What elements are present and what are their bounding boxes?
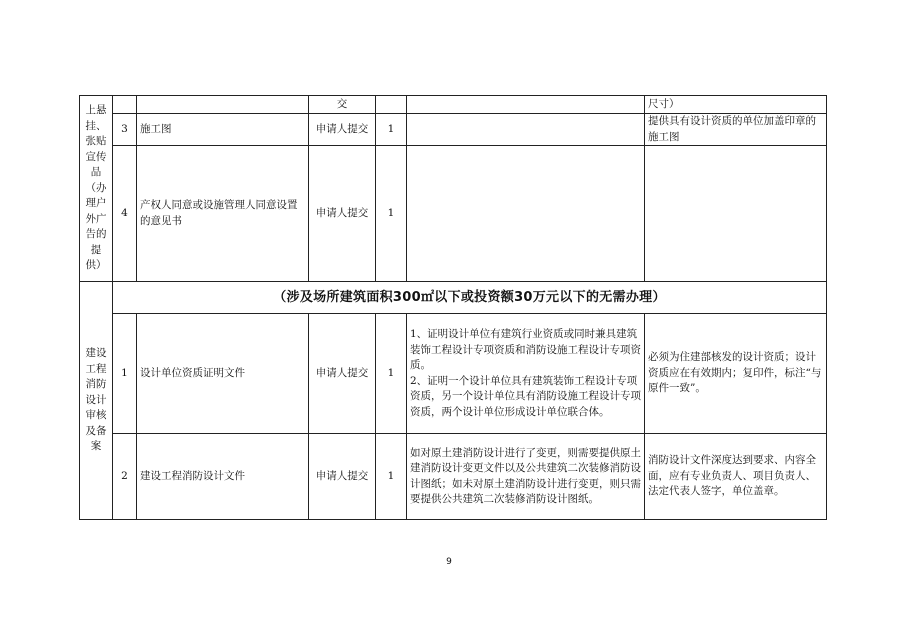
material-name: 产权人同意或设施管理人同意设置的意见书 bbox=[137, 146, 309, 282]
copy-count: 1 bbox=[376, 314, 407, 434]
page-number: 9 bbox=[446, 557, 452, 567]
row-number: 1 bbox=[113, 314, 137, 434]
category-cell: 上悬挂、张贴宣传品（办理户外广告的提供） bbox=[80, 96, 113, 282]
material-source: 申请人提交 bbox=[309, 146, 376, 282]
row-number: 4 bbox=[113, 146, 137, 282]
table-row bbox=[80, 314, 827, 434]
table-row bbox=[80, 434, 827, 520]
requirement-cell: 1、证明设计单位有建筑行业资质或同时兼具建筑装饰工程设计专项资质和消防设施工程设计专项资质。 2、证明一个设计单位具有建筑装饰工程设计专项资质，另一个设计单位具有消防设施工程设计专项资质，两个设计单位形成设计单位联合体。 bbox=[407, 314, 645, 434]
copy-count bbox=[376, 96, 407, 114]
category-cell: 建设工程消防设计审核及备案 bbox=[80, 282, 113, 520]
copy-count: 1 bbox=[376, 146, 407, 282]
materials-table bbox=[79, 95, 827, 520]
notes-cell: 尺寸） bbox=[645, 96, 827, 114]
table-row bbox=[80, 146, 827, 282]
requirement-cell bbox=[407, 114, 645, 146]
requirement-cell bbox=[407, 96, 645, 114]
row-number: 3 bbox=[113, 114, 137, 146]
notes-cell bbox=[645, 146, 827, 282]
copy-count: 1 bbox=[376, 114, 407, 146]
material-name: 设计单位资质证明文件 bbox=[137, 314, 309, 434]
row-number bbox=[113, 96, 137, 114]
table-row bbox=[80, 282, 827, 314]
material-source: 申请人提交 bbox=[309, 434, 376, 520]
notes-cell: 消防设计文件深度达到要求、内容全面，应有专业负责人、项目负责人、法定代表人签字，单位盖章。 bbox=[645, 434, 827, 520]
material-source: 申请人提交 bbox=[309, 314, 376, 434]
requirement-cell: 如对原土建消防设计进行了变更，则需要提供原土建消防设计变更文件以及公共建筑二次装修消防设计图纸；如未对原土建消防设计进行变更，则只需要提供公共建筑二次装修消防设计图纸。 bbox=[407, 434, 645, 520]
notes-cell: 提供具有设计资质的单位加盖印章的施工图 bbox=[645, 114, 827, 146]
material-source: 申请人提交 bbox=[309, 114, 376, 146]
copy-count: 1 bbox=[376, 434, 407, 520]
material-source: 交 bbox=[309, 96, 376, 114]
material-name: 施工图 bbox=[137, 114, 309, 146]
material-name: 建设工程消防设计文件 bbox=[137, 434, 309, 520]
table-row bbox=[80, 114, 827, 146]
note-row: （涉及场所建筑面积300㎡以下或投资额30万元以下的无需办理） bbox=[113, 282, 827, 314]
table-row bbox=[80, 96, 827, 114]
material-name bbox=[137, 96, 309, 114]
row-number: 2 bbox=[113, 434, 137, 520]
requirement-cell bbox=[407, 146, 645, 282]
notes-cell: 必须为住建部核发的设计资质；设计资质应在有效期内；复印件，标注“与原件一致”。 bbox=[645, 314, 827, 434]
